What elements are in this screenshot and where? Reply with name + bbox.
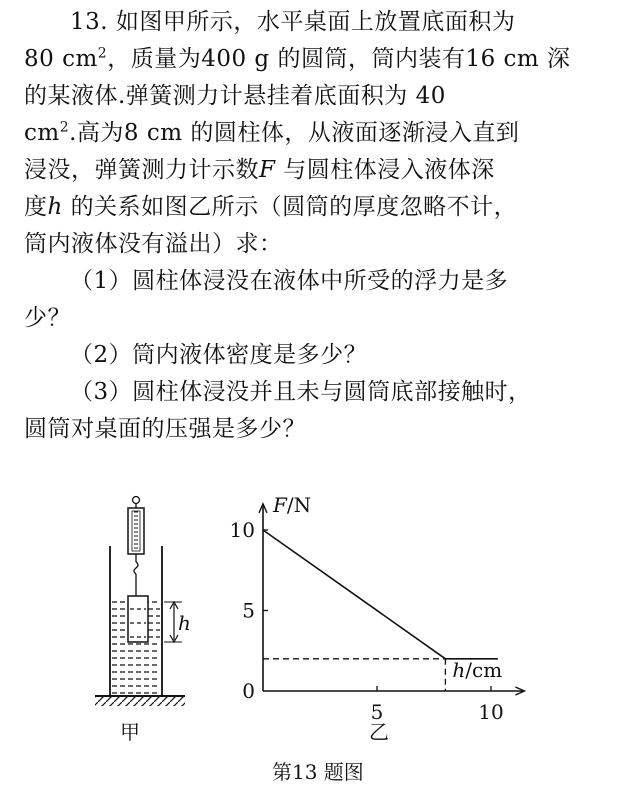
h-dimension-label: h — [178, 611, 191, 635]
problem-line-1: 13. 如图甲所示，水平桌面上放置底面积为 — [70, 9, 516, 35]
y-axis-variable: F — [273, 492, 287, 517]
question-3-line-b: 圆筒对桌面的压强是多少？ — [24, 416, 306, 442]
problem-number: 13. — [70, 9, 109, 35]
figure-label-right: 乙 — [369, 720, 389, 744]
question-3-line-a: （3）圆柱体浸没并且未与圆筒底部接触时， — [70, 379, 532, 405]
spring-scale — [128, 508, 144, 554]
y-tick-label: 5 — [242, 598, 255, 623]
origin-label: 0 — [242, 679, 255, 703]
scale-hook — [134, 562, 138, 574]
question-1-line-b: 少？ — [24, 305, 71, 331]
question-2: （2）筒内液体密度是多少？ — [70, 342, 368, 368]
y-axis-unit: /N — [286, 492, 312, 517]
question-1-line-a: （1）圆柱体浸没在液体中所受的浮力是多 — [70, 268, 509, 294]
series-line-segment — [263, 530, 445, 659]
x-tick-label: 5 — [370, 700, 384, 724]
scale-ring — [133, 497, 140, 504]
problem-line-4: $cm^2$.高为8 cm 的圆柱体，从液面逐渐浸入直到 — [24, 119, 520, 146]
problem-line-6: 度h 的关系如图乙所示（圆筒的厚度忽略不计， — [24, 194, 518, 220]
problem-line-2: 80 $cm^2$，质量为400 g 的圆筒，筒内装有16 cm 深 — [24, 45, 571, 72]
problem-line-3: 的某液体.弹簧测力计悬挂着底面积为 40 — [24, 83, 446, 109]
x-axis-variable: h — [452, 658, 466, 682]
x-axis-label — [452, 658, 502, 682]
problem-line-5: 浸没，弹簧测力计示数F 与圆柱体浸入液体深 — [24, 157, 495, 183]
cylinder — [128, 596, 148, 642]
problem-text — [24, 4, 620, 448]
figure-caption: 第13 题图 — [272, 760, 364, 784]
problem-line-7: 筒内液体没有溢出）求： — [24, 231, 283, 257]
y-axis-label — [272, 493, 311, 517]
figure — [0, 478, 640, 793]
force-depth-chart — [225, 478, 555, 748]
y-tick-label: 10 — [229, 518, 255, 542]
x-tick-label: 10 — [478, 700, 504, 724]
x-axis-unit: /cm — [465, 658, 503, 682]
table-hatch — [95, 697, 185, 706]
figure-label-left: 甲 — [120, 720, 140, 744]
